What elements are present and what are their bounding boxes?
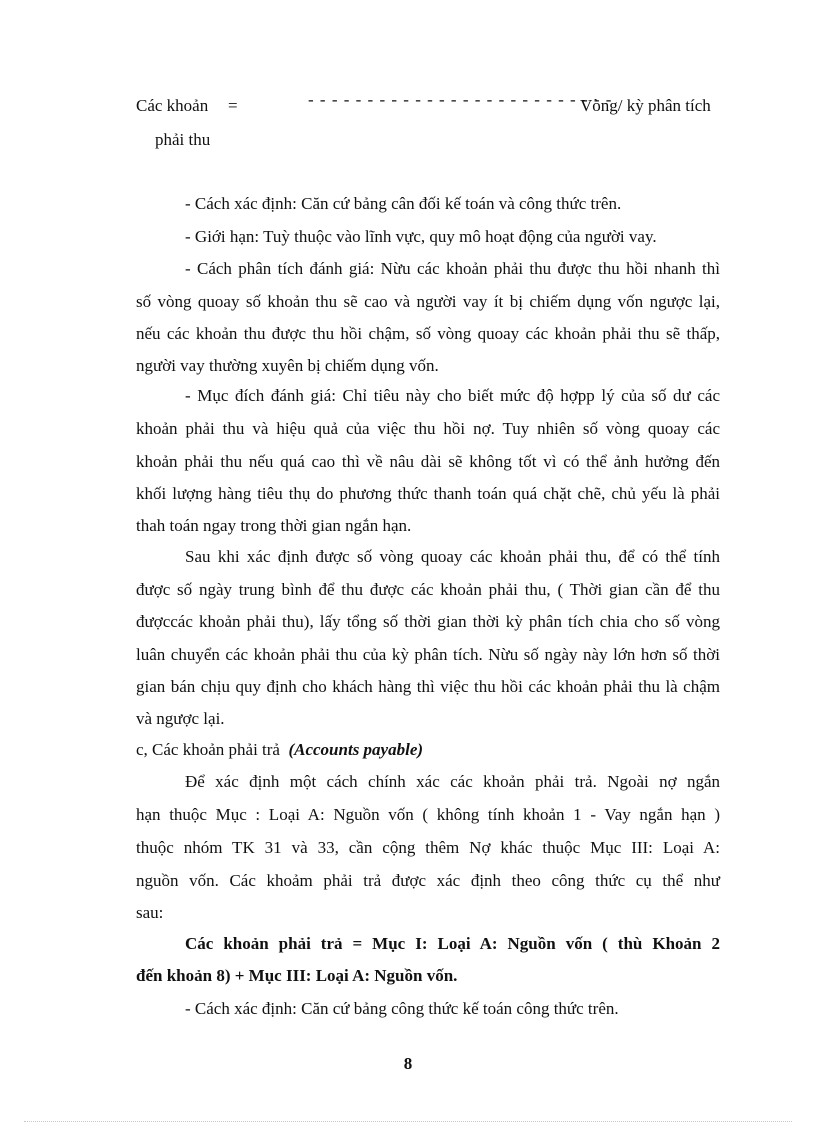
paragraph-days-line: và ngược lại. xyxy=(136,709,225,728)
paragraph-purpose-line: khối lượng hàng tiêu thụ do phương thức thanh toán quá chặt chẽ, chủ yếu là phải xyxy=(136,484,720,503)
paragraph-limits: - Giới hạn: Tuỳ thuộc vào lĩnh vực, quy mô hoạt động của người vay. xyxy=(185,227,657,246)
payable-formula-line: Các khoản phải trả = Mục I: Loại A: Nguồn vốn ( thù Khoản 2 xyxy=(185,934,720,953)
paragraph-days-line: luân chuyển các khoản phải thu của kỳ phân tích. Nừu số ngày này lớn hơn số thời xyxy=(136,645,720,664)
paragraph-days-line: được số ngày trung bình để thu được các khoản phải thu, ( Thời gian cần để thu xyxy=(136,580,720,599)
heading-english: (Accounts payable) xyxy=(288,740,424,759)
section-heading-accounts-payable xyxy=(136,740,423,760)
paragraph-analysis-line: số vòng quoay số khoản thu sẽ cao và người vay ít bị chiếm dụng vốn ngược lại, xyxy=(136,292,720,311)
paragraph-purpose-line: thah toán ngay trong thời gian ngắn hạn. xyxy=(136,516,412,535)
payable-formula-line: đến khoản 8) + Mục III: Loại A: Nguồn vốn. xyxy=(136,966,458,985)
paragraph-purpose-line: khoản phải thu và hiệu quả của việc thu hồi nợ. Tuy nhiên số vòng quoay các xyxy=(136,419,720,438)
paragraph-payable-line: Để xác định một cách chính xác các khoản phải trả. Ngoài nợ ngắn xyxy=(185,772,720,791)
paragraph-analysis-line: - Cách phân tích đánh giá: Nừu các khoản phải thu được thu hồi nhanh thì xyxy=(185,259,720,278)
paragraph-how-to-determine: - Cách xác định: Căn cứ bảng cân đối kế toán và công thức trên. xyxy=(185,194,622,213)
paragraph-analysis-line: nếu các khoản thu được thu hồi chậm, số vòng quoay các khoản phải thu sẽ thấp, xyxy=(136,324,720,343)
paragraph-days-line: đượccác khoản phải thu), lấy tổng số thời gian thời kỳ phân tích chia cho số vòng xyxy=(136,612,720,631)
formula-label-line1: Các khoản xyxy=(136,96,209,115)
formula-fraction-line: - - - - - - - - - - - - - - - - - - - - - - - - - - xyxy=(308,90,613,109)
paragraph-payable-line: nguồn vốn. Các khoảm phải trả được xác định theo công thức cụ thể như xyxy=(136,871,720,890)
page-number: 8 xyxy=(403,1054,413,1073)
paragraph-payable-line: thuộc nhóm TK 31 và 33, cần cộng thêm Nợ khác thuộc Mục III: Loại A: xyxy=(136,838,720,857)
paragraph-days-line: Sau khi xác định được số vòng quoay các khoản phải thu, để có thể tính xyxy=(185,547,720,566)
heading-vietnamese: c, Các khoản phải trả xyxy=(136,740,280,759)
paragraph-payable-line: hạn thuộc Mục : Loại A: Nguồn vốn ( không tính khoản 1 - Vay ngắn hạn ) xyxy=(136,805,720,824)
footer-divider xyxy=(24,1121,792,1122)
formula-denominator: Vòng/ kỳ phân tích xyxy=(580,96,711,115)
paragraph-days-line: gian bán chịu quy định cho khách hàng thì việc thu hồi các khoản phải thu là chậm xyxy=(136,677,720,696)
formula-label-line2: phải thu xyxy=(155,130,211,149)
paragraph-analysis-line: người vay thường xuyên bị chiếm dụng vốn. xyxy=(136,356,439,375)
paragraph-purpose-line: khoản phải thu nếu quá cao thì về nâu dài sẽ không tốt vì có thể ảnh hưởng đến xyxy=(136,452,720,471)
paragraph-purpose-line: - Mục đích đánh giá: Chỉ tiêu này cho biết mức độ hợpp lý của số dư các xyxy=(185,386,720,405)
paragraph-how-to-determine-payable: - Cách xác định: Căn cứ bảng công thức kế toán công thức trên. xyxy=(185,999,619,1018)
formula-equals: = xyxy=(228,96,238,115)
paragraph-payable-line: sau: xyxy=(136,903,164,922)
